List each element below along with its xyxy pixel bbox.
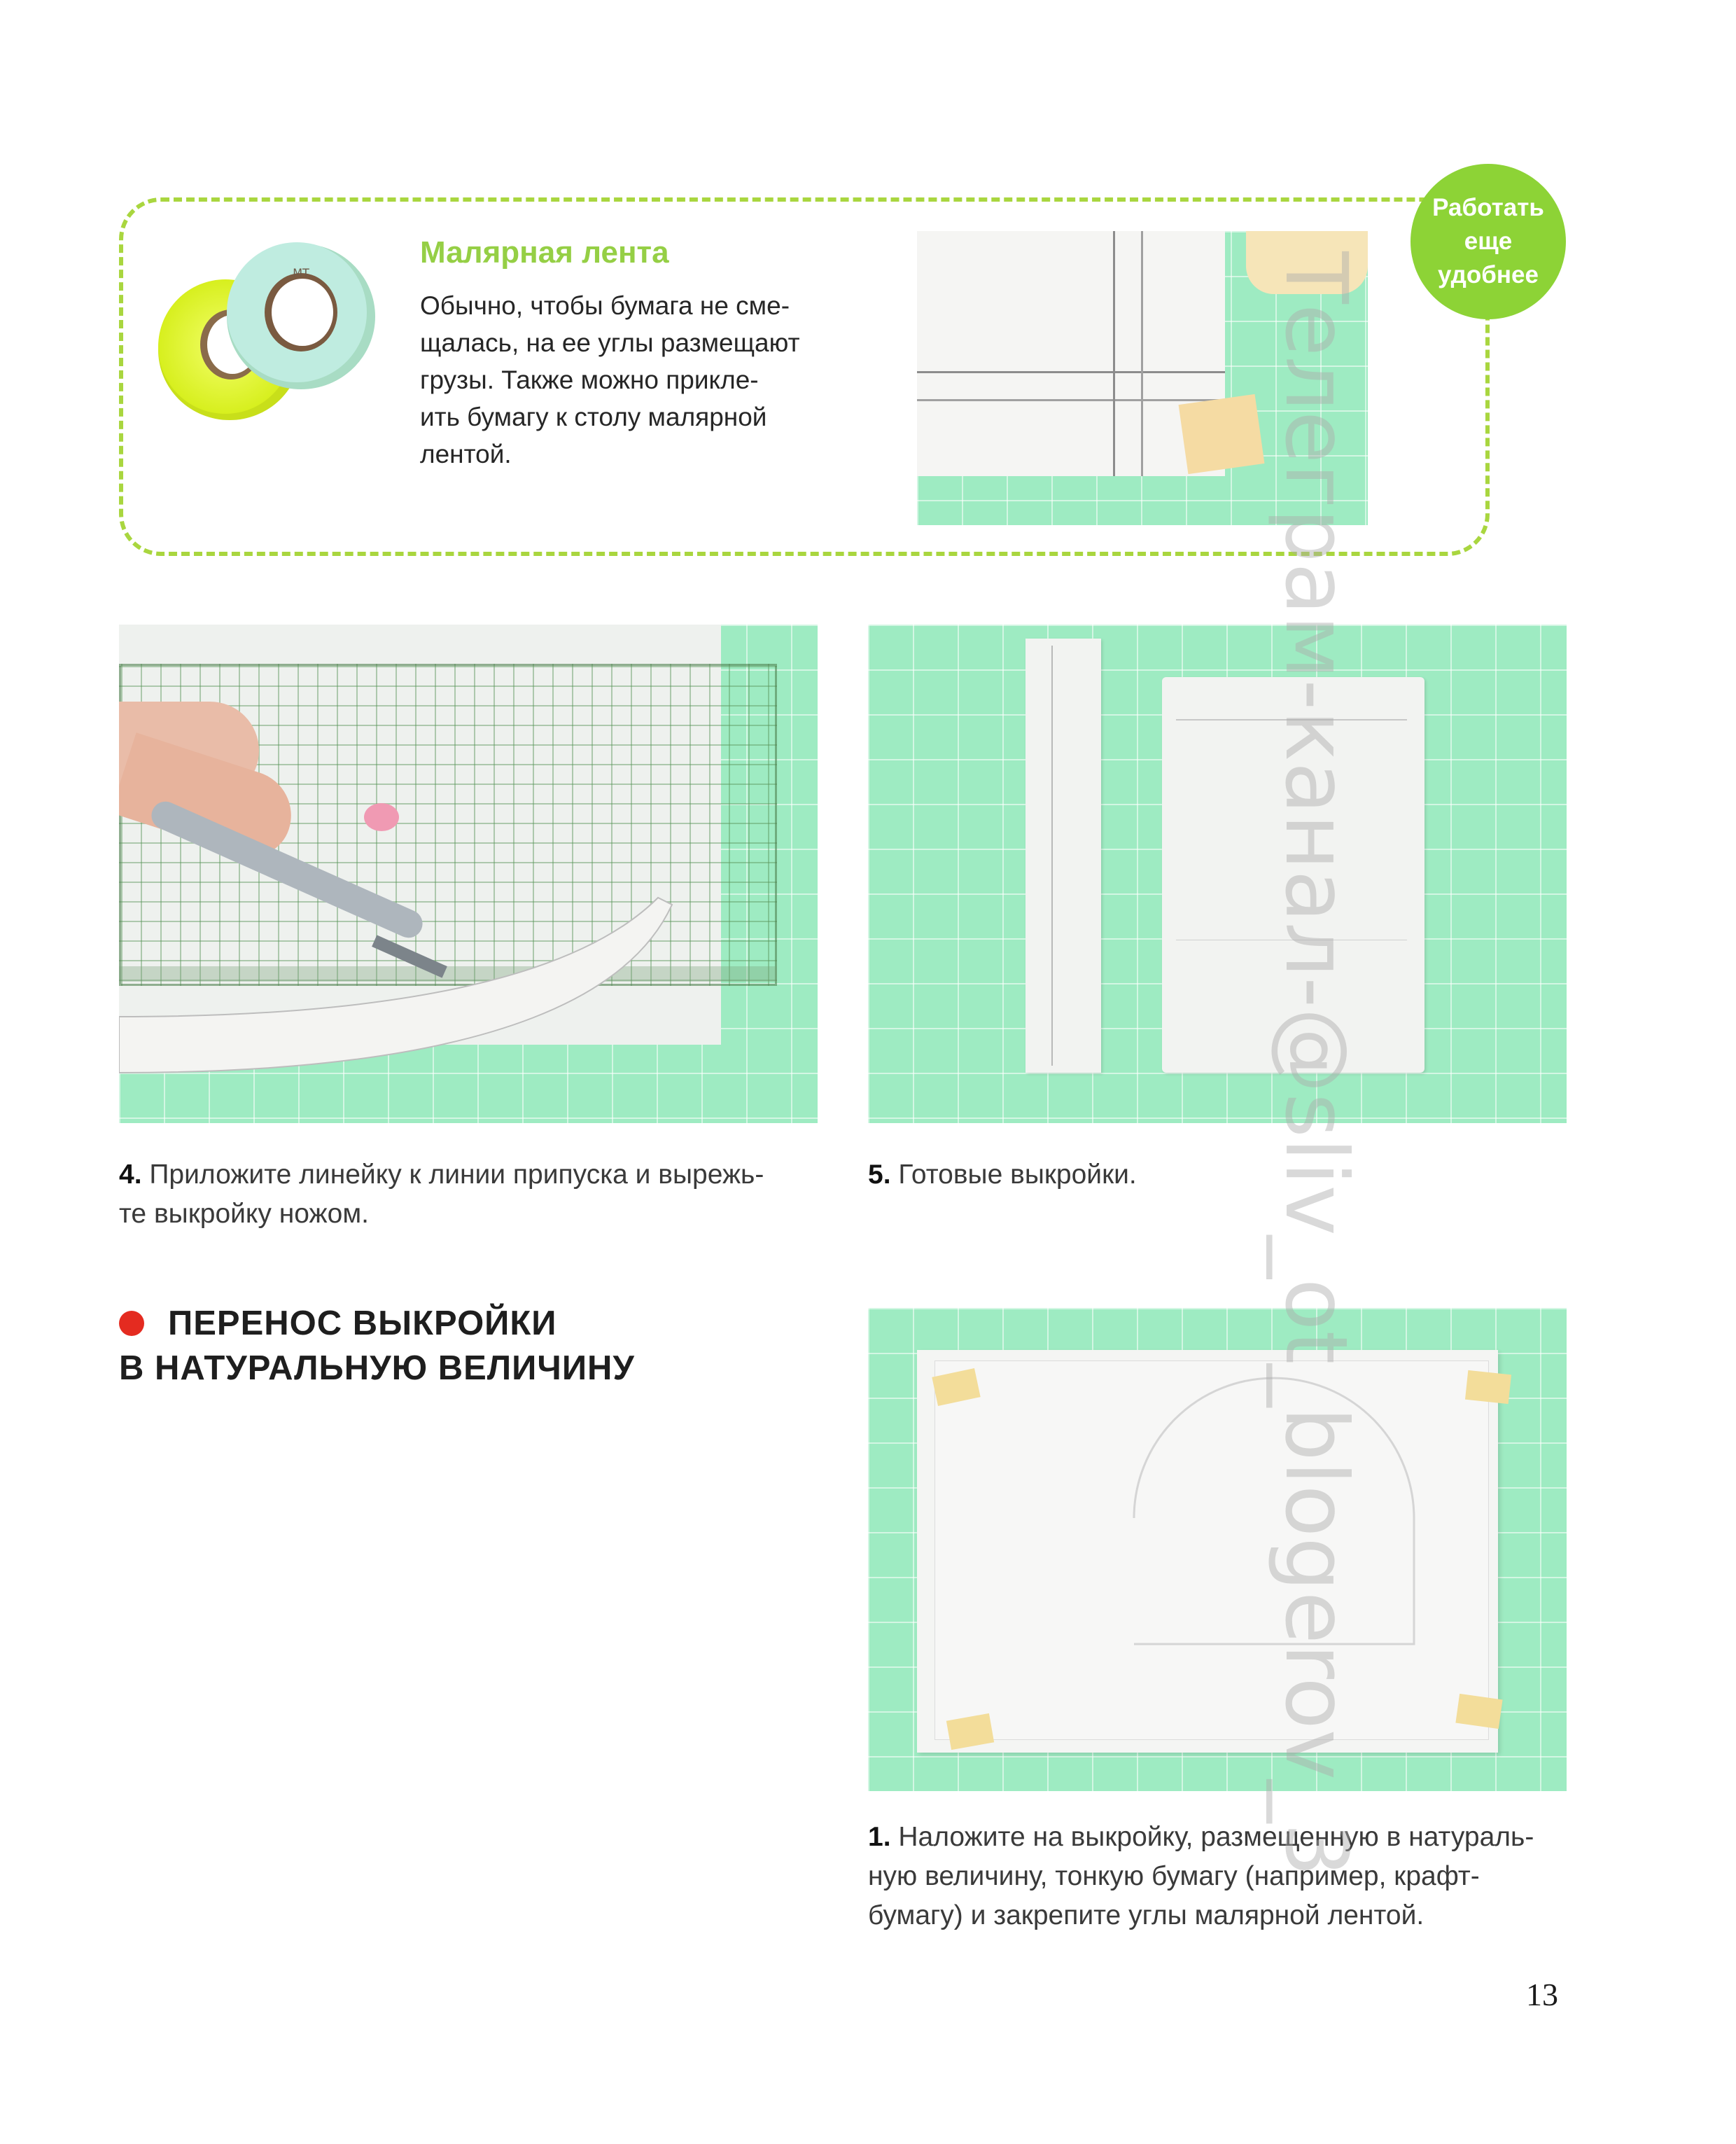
caption-line: Наложите на выкройку, размещенную в натураль- [898,1822,1534,1852]
heading-line: В НАТУРАЛЬНУЮ ВЕЛИЧИНУ [119,1349,635,1387]
tip-text-line: щалась, на ее углы размещают [420,328,800,357]
bullet-dot [119,1311,144,1336]
step5-photo [868,625,1567,1123]
tip-text-line: Обычно, чтобы бумага не сме- [420,291,790,320]
tip-text-line: грузы. Также можно прикле- [420,366,759,394]
step1-caption [868,1818,1575,1935]
heading-line: ПЕРЕНОС ВЫКРОЙКИ [168,1304,557,1342]
caption-line: Готовые выкройки. [898,1160,1137,1190]
tip-title: Малярная лента [420,235,669,270]
tip-text-line: лентой. [420,440,512,468]
step5-caption [868,1155,1568,1195]
caption-line: Приложите линейку к линии припуска и вырежь- [149,1160,764,1190]
tip-text [420,287,840,473]
section-heading [119,1301,749,1391]
page-number: 13 [1526,1977,1558,2012]
caption-line: ную величину, тонкую бумагу (например, крафт- [868,1861,1480,1891]
tape-rolls-illustration [147,238,385,427]
step1-photo [868,1308,1567,1791]
tip-badge [1410,164,1566,319]
badge-line: еще [1464,228,1513,255]
step-number: 4. [119,1160,142,1190]
step4-photo [119,625,818,1123]
tape-brand-label: MT [293,266,309,279]
badge-line: Работать [1432,194,1544,221]
step4-caption [119,1155,826,1234]
tip-text-line: ить бумагу к столу малярной [420,403,767,431]
caption-line: те выкройку ножом. [119,1199,369,1229]
badge-line: удобнее [1438,261,1539,288]
step-number: 1. [868,1822,891,1852]
caption-line: бумагу) и закрепите углы малярной лентой. [868,1900,1424,1930]
step-number: 5. [868,1160,891,1190]
watermark: Телеграм-канал-@sliv_ot_blogerov_3 [1266,251,1366,1877]
